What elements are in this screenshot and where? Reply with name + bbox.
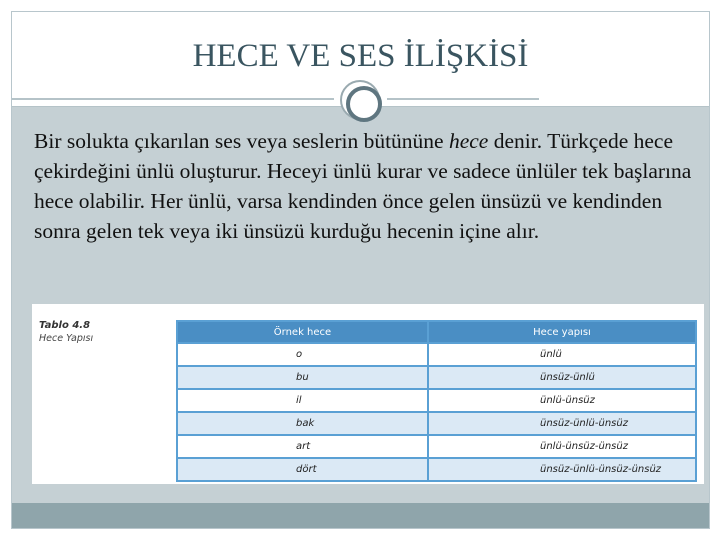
example-cell: bak [177,412,428,435]
table-row [177,458,696,481]
slide [11,11,710,529]
table-row [177,343,696,366]
table-header-row [177,321,696,343]
table-caption-subtitle: Hece Yapısı [39,333,94,344]
header-example-syllable: Örnek hece [177,321,428,343]
table-row [177,412,696,435]
circle-ornament-icon [340,80,380,120]
header-syllable-structure: Hece yapısı [428,321,696,343]
example-cell: il [177,389,428,412]
structure-cell: ünsüz-ünlü-ünsüz [428,412,696,435]
syllable-table [176,320,697,482]
example-cell: o [177,343,428,366]
example-cell: bu [177,366,428,389]
table-row [177,366,696,389]
table-caption-title: Tablo 4.8 [39,320,91,331]
body-paragraph [34,126,694,246]
example-cell: art [177,435,428,458]
table-row [177,435,696,458]
structure-cell: ünlü [428,343,696,366]
title-rule-left [12,98,334,100]
table-image [32,304,704,484]
paragraph-rest: denir. Türkçede hece çekirdeğini ünlü oluşturur. Heceyi ünlü kurar ve sadece ünlüler tek başlarına hece olabilir. Her ünlü, varsa kendinden önce gelen ünsüzü ve kendinden sonra gelen tek veya iki ünsüzü kurduğu hecenin içine alır. [34,129,692,243]
slide-title: HECE VE SES İLİŞKİSİ [192,38,529,74]
structure-cell: ünlü-ünsüz-ünsüz [428,435,696,458]
paragraph-term: hece [448,129,489,153]
table-row [177,389,696,412]
structure-cell: ünsüz-ünlü [428,366,696,389]
structure-cell: ünsüz-ünlü-ünsüz-ünsüz [428,458,696,481]
footer-band [12,503,709,528]
title-rule-right [387,98,539,100]
structure-cell: ünlü-ünsüz [428,389,696,412]
example-cell: dört [177,458,428,481]
paragraph-start: Bir solukta çıkarılan ses veya seslerin bütününe [34,129,449,153]
